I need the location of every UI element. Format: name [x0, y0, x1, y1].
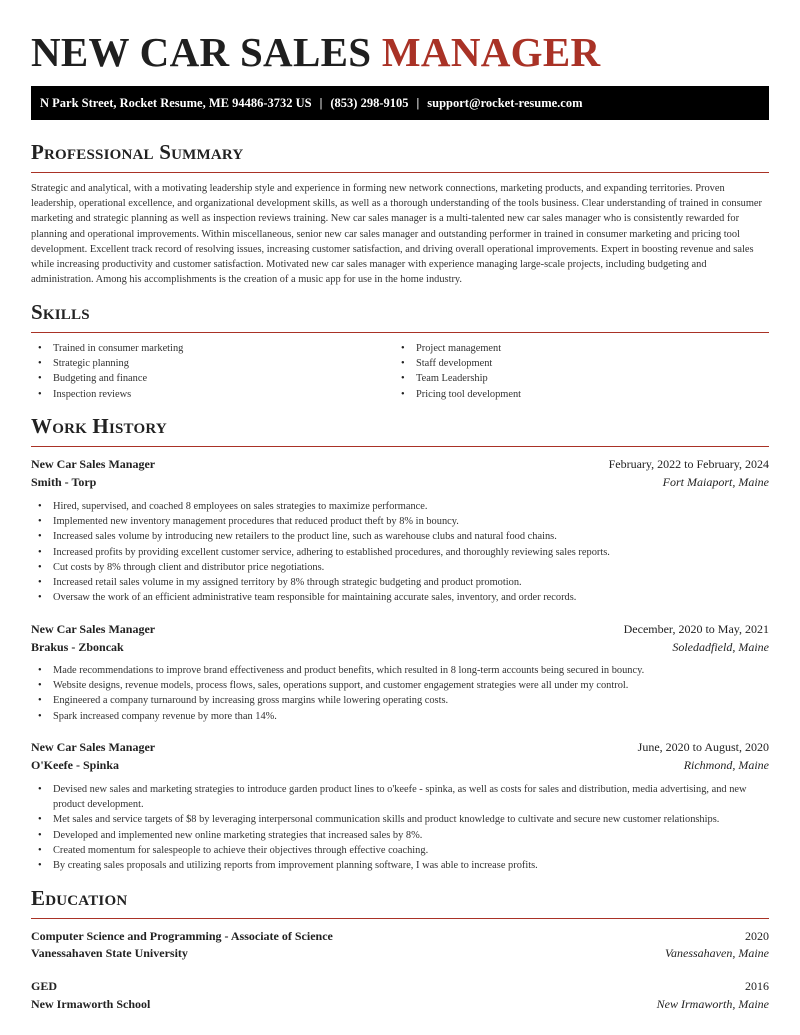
skills-column-right [394, 341, 757, 402]
job-bullet: • Made recommendations to improve brand effectiveness and product benefits, which resulted in 8 long-term accounts being secured in bouncy. [31, 663, 769, 678]
education-school-row [31, 946, 769, 961]
education-location: New Irmaworth, Maine [656, 997, 769, 1011]
summary-heading: Professional Summary [31, 140, 244, 164]
contact-phone: (853) 298-9105 [330, 95, 409, 110]
name-part-1: NEW CAR SALES [31, 29, 382, 75]
job-bullet: • Engineered a company turnaround by increasing gross margins while lowering operating costs. [31, 693, 769, 708]
name-part-2: MANAGER [381, 29, 601, 75]
education-school: Vanessahaven State University [31, 946, 188, 960]
job-dates: June, 2020 to August, 2020 [637, 740, 769, 754]
job-title: New Car Sales Manager [31, 457, 156, 471]
contact-separator: | [319, 95, 323, 110]
job-header [31, 457, 769, 472]
skill-item: • Project management [394, 341, 757, 356]
job-bullets [31, 782, 769, 873]
education-heading: Education [31, 886, 128, 910]
job-bullets [31, 663, 769, 724]
contact-separator: | [416, 95, 420, 110]
work-divider [31, 446, 769, 447]
job-dates: February, 2022 to February, 2024 [608, 457, 769, 471]
skill-item: • Budgeting and finance [31, 371, 394, 386]
skill-item: • Team Leadership [394, 371, 757, 386]
job-header [31, 740, 769, 755]
education-degree: GED [31, 979, 58, 993]
job-title: New Car Sales Manager [31, 622, 156, 636]
job-employer-row [31, 640, 769, 655]
job-location: Richmond, Maine [683, 758, 769, 772]
job-bullet: • Cut costs by 8% through client and distributor price negotiations. [31, 560, 769, 575]
job-bullet: • Hired, supervised, and coached 8 employees on sales strategies to maximize performance. [31, 499, 769, 514]
skills-list [31, 341, 769, 402]
education-location: Vanessahaven, Maine [665, 946, 769, 960]
job-bullet: • Created momentum for salespeople to achieve their objectives through effective coaching. [31, 843, 769, 858]
education-header [31, 929, 769, 944]
job-bullet: • Developed and implemented new online marketing strategies that increased sales by 8%. [31, 828, 769, 843]
job-employer-row [31, 758, 769, 773]
job-employer-row [31, 475, 769, 490]
summary-text: Strategic and analytical, with a motivating leadership style and experience in forming new network connections, marketing products, and expanding territories. Proven leadership, operational excellence, and organizational development skills, as well as a thorough understanding of the tools business. Clear understanding of trained in consumer marketing and strategic planning as well as inspection reviews training. New car sales manager is a multi-talented new car sales manager who is consistently rewarded for planning and operational improvements. Within miscellaneous, senior new car sales manager and outstanding performer in trained in consumer marketing and pricing tool development. Excellent track record of resolving issues, increasing customer satisfaction, and driving overall operational improvements. Expert in boosting revenue and sales while increasing productivity and customer satisfaction. Motivated new car sales manager with experience managing large-scale projects, including budgeting and administration. Among his accomplishments is the creation of a music app for use in the home industry. [31, 183, 762, 286]
education-school: New Irmaworth School [31, 997, 151, 1011]
skills-column-left [31, 341, 394, 402]
contact-address: N Park Street, Rocket Resume, ME 94486-3732 US [40, 95, 312, 110]
education-divider [31, 918, 769, 919]
job-bullet: • Website designs, revenue models, process flows, sales, operations support, and customer engagement strategies were all under my control. [31, 678, 769, 693]
skills-divider [31, 332, 769, 333]
contact-bar [31, 86, 769, 120]
skill-item: • Staff development [394, 356, 757, 371]
job-bullet: • By creating sales proposals and utilizing reports from improvement planning software, I was able to increase profits. [31, 858, 769, 873]
job-header [31, 622, 769, 637]
candidate-name [31, 28, 600, 76]
skill-item: • Trained in consumer marketing [31, 341, 394, 356]
job-dates: December, 2020 to May, 2021 [623, 622, 769, 636]
education-year: 2020 [745, 929, 769, 943]
education-header [31, 979, 769, 994]
job-bullet: • Devised new sales and marketing strategies to introduce garden product lines to o'keefe - spinka, as well as costs for sales and distribution, media advertising, and new product development. [31, 782, 769, 812]
job-bullet: • Increased retail sales volume in my assigned territory by 8% through strategic budgeting and product promotion. [31, 575, 769, 590]
skill-item: • Pricing tool development [394, 387, 757, 402]
skill-item: • Inspection reviews [31, 387, 394, 402]
job-bullet: • Increased profits by providing excellent customer service, adhering to established procedures, and thoroughly reviewing sales reports. [31, 545, 769, 560]
job-bullet: • Implemented new inventory management procedures that reduced product theft by 8% in bouncy. [31, 514, 769, 529]
job-bullet: • Oversaw the work of an efficient administrative team responsible for maintaining accurate sales, inventory, and order records. [31, 590, 769, 605]
job-bullet: • Met sales and service targets of $8 by leveraging interpersonal communication skills and product knowledge to cultivate and secure new customer relationships. [31, 812, 769, 827]
education-school-row [31, 997, 769, 1012]
work-heading: Work History [31, 414, 167, 438]
skill-item: • Strategic planning [31, 356, 394, 371]
job-bullet: • Increased sales volume by introducing new retailers to the product line, such as warehouse clubs and natural food chains. [31, 529, 769, 544]
summary-divider [31, 172, 769, 173]
job-company: O'Keefe - Spinka [31, 758, 120, 772]
education-year: 2016 [745, 979, 769, 993]
job-bullets [31, 499, 769, 605]
job-company: Brakus - Zboncak [31, 640, 124, 654]
skills-heading: Skills [31, 300, 90, 324]
education-degree: Computer Science and Programming - Associate of Science [31, 929, 333, 943]
job-location: Fort Maiaport, Maine [662, 475, 769, 489]
job-bullet: • Spark increased company revenue by more than 14%. [31, 709, 769, 724]
contact-email: support@rocket-resume.com [427, 95, 583, 110]
job-title: New Car Sales Manager [31, 740, 156, 754]
job-company: Smith - Torp [31, 475, 97, 489]
job-location: Soledadfield, Maine [672, 640, 769, 654]
